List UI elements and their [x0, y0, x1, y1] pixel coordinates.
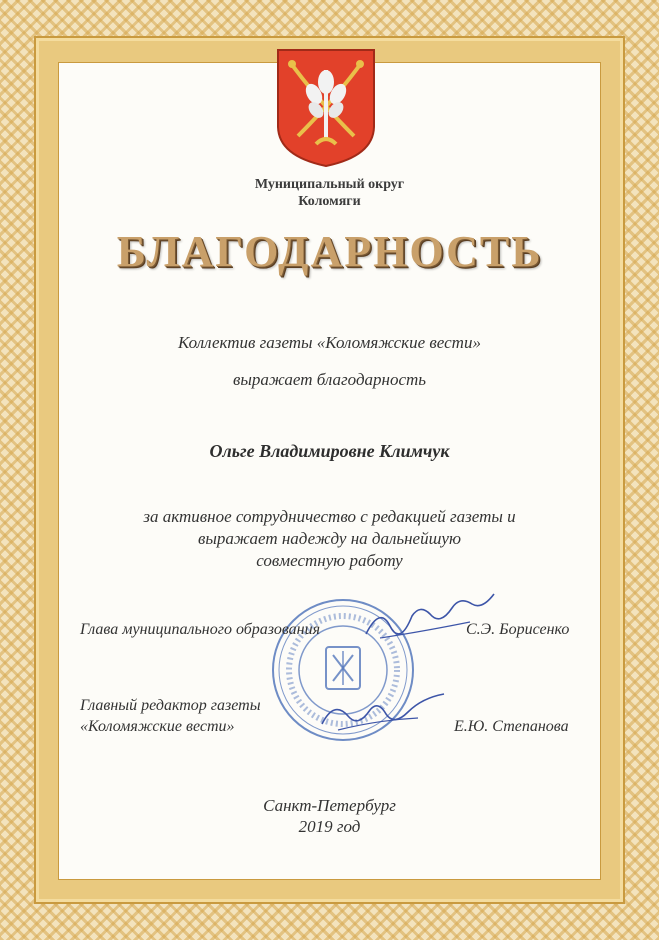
body-para-line2: выражает надежду на дальнейшую [198, 529, 461, 548]
footer-year: 2019 год [298, 817, 361, 836]
body-line1: Коллектив газеты «Коломяжские вести» [178, 333, 481, 352]
editor-name: Е.Ю. Степанова [454, 718, 569, 735]
head-name: С.Э. Борисенко [466, 621, 570, 638]
body-para-line1: за активное сотрудничество с редакцией газеты и [143, 507, 516, 526]
signature-stepanova-icon [318, 690, 448, 738]
editor-title-line2: «Коломяжские вести» [80, 718, 235, 735]
editor-title-line1: Главный редактор газеты [80, 697, 261, 714]
org-name-line2: Коломяги [298, 194, 361, 209]
recipient-name: Ольге Владимировне Климчук [209, 441, 450, 461]
coat-of-arms-icon [276, 48, 376, 168]
body-para-line3: совместную работу [256, 551, 403, 570]
org-name-line1: Муниципальный округ [254, 177, 405, 192]
head-title: Глава муниципального образования [80, 621, 321, 638]
footer-city: Санкт-Петербург [263, 796, 396, 815]
body-line2: выражает благодарность [232, 370, 427, 389]
certificate-title: БЛАГОДАРНОСТЬ [116, 227, 543, 276]
